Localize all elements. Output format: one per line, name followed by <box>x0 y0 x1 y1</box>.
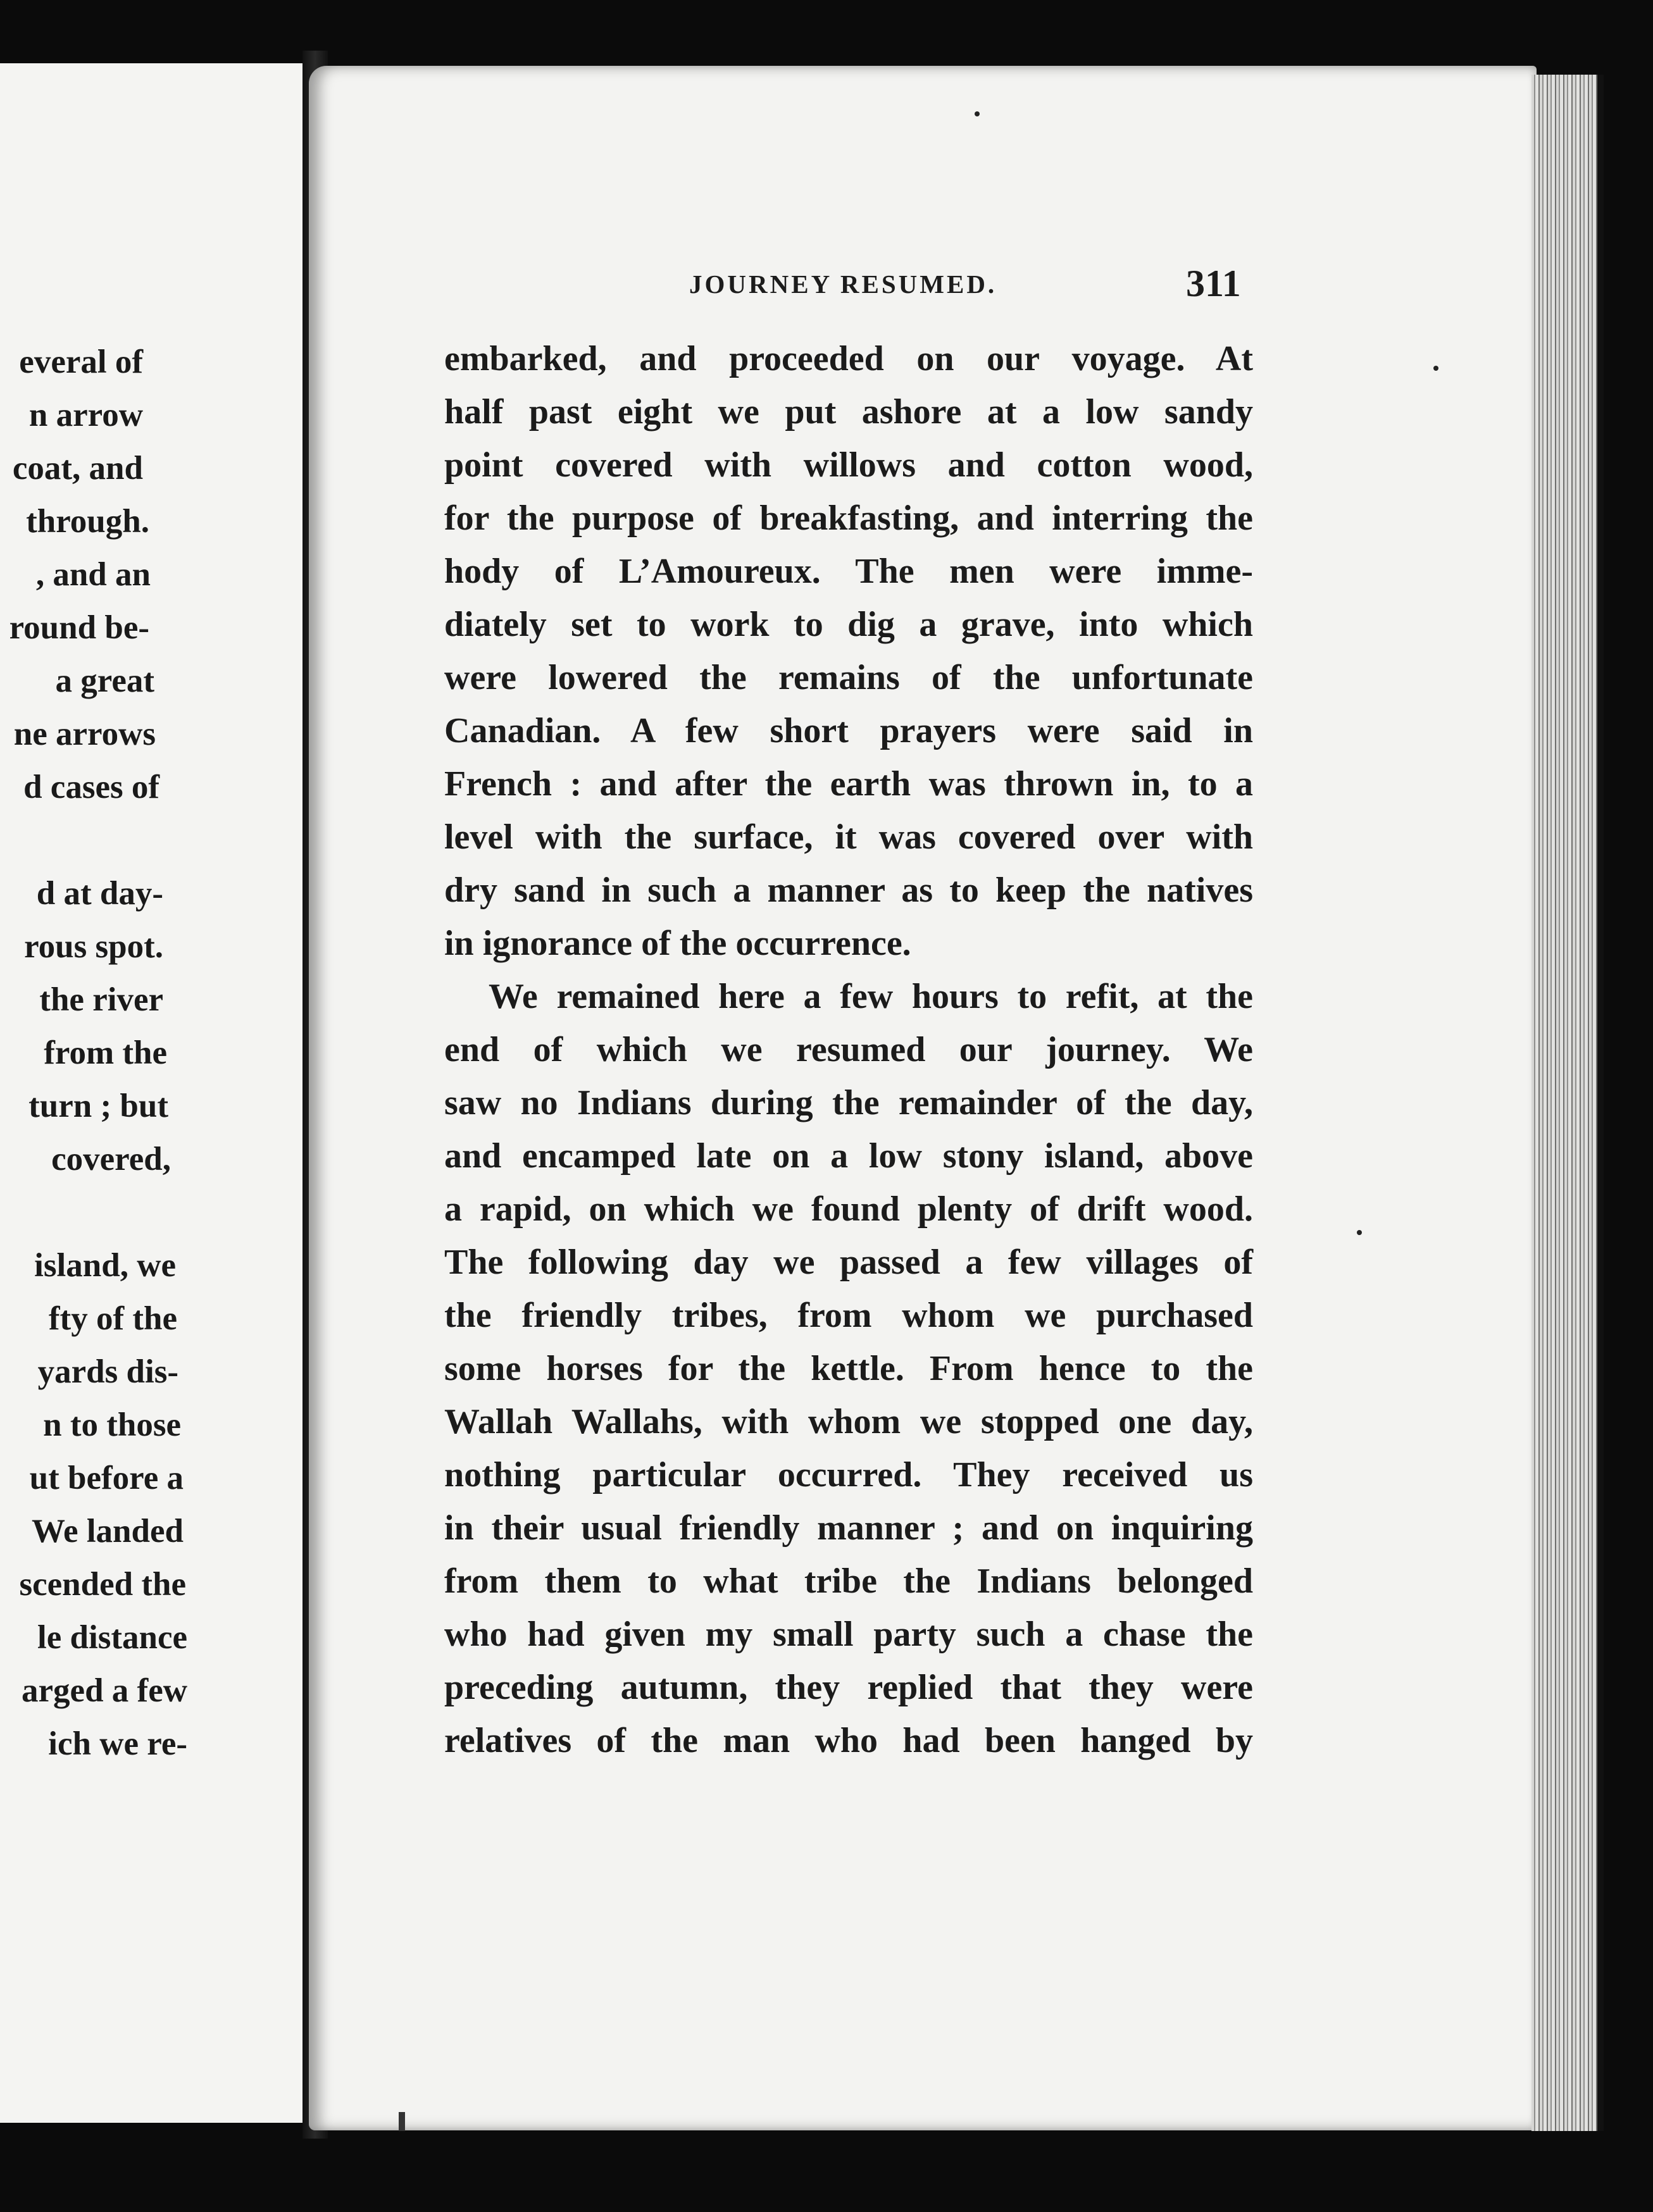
text-line: some horses for the kettle. From hence to the <box>444 1349 1253 1388</box>
text-line: a rapid, on which we found plenty of drift wood. <box>444 1190 1253 1229</box>
left-page-fragment: , and an <box>35 556 151 593</box>
text-line: Wallah Wallahs, with whom we stopped one day, <box>444 1402 1253 1441</box>
left-facing-page <box>0 63 303 2123</box>
text-line: from them to what tribe the Indians belonged <box>444 1562 1253 1601</box>
left-page-fragment: everal of <box>19 344 143 380</box>
text-line: point covered with willows and cotton wood, <box>444 445 1253 485</box>
left-page-fragment: d cases of <box>23 769 159 805</box>
left-page-fragment: island, we <box>34 1247 176 1284</box>
left-page-fragment: n to those <box>43 1407 181 1443</box>
left-page-fragment: ut before a <box>29 1460 184 1496</box>
left-page-fragment: arged a few <box>22 1672 187 1709</box>
left-page-fragment: round be- <box>9 609 149 646</box>
left-page-fragment: from the <box>44 1035 167 1071</box>
text-line: hody of L’Amoureux. The men were imme- <box>444 552 1253 591</box>
left-page-fragment: We landed <box>31 1513 184 1550</box>
text-line: The following day we passed a few villages of <box>444 1243 1253 1282</box>
text-line: for the purpose of breakfasting, and interring the <box>444 499 1253 538</box>
left-page-fragment: d at day- <box>36 875 163 912</box>
text-line: nothing particular occurred. They received us <box>444 1455 1253 1494</box>
text-line: dry sand in such a manner as to keep the natives <box>444 871 1253 910</box>
left-page-fragment: n arrow <box>28 397 143 433</box>
page-edges <box>1531 75 1604 2131</box>
text-line: and encamped late on a low stony island, above <box>444 1136 1253 1176</box>
text-line: relatives of the man who had been hanged by <box>444 1721 1253 1760</box>
text-line: half past eight we put ashore at a low sandy <box>444 392 1253 432</box>
ink-speck <box>975 111 980 116</box>
text-line: the friendly tribes, from whom we purchased <box>444 1296 1253 1335</box>
text-line: embarked, and proceeded on our voyage. At <box>444 339 1253 378</box>
running-head <box>309 265 1256 303</box>
left-page-fragment: fty of the <box>48 1300 177 1337</box>
text-line: We remained here a few hours to refit, at the <box>489 977 1253 1016</box>
left-page-fragment: through. <box>26 503 149 540</box>
text-line: Canadian. A few short prayers were said in <box>444 711 1253 750</box>
text-line: level with the surface, it was covered over with <box>444 817 1253 857</box>
text-line: saw no Indians during the remainder of the day, <box>444 1083 1253 1122</box>
text-line: were lowered the remains of the unfortunate <box>444 658 1253 697</box>
left-page-fragment: yards dis- <box>37 1353 178 1390</box>
text-line: French : and after the earth was thrown in, to a <box>444 764 1253 804</box>
text-line: end of which we resumed our journey. We <box>444 1030 1253 1069</box>
page-number: 311 <box>1186 263 1241 304</box>
left-page-fragment: rous spot. <box>24 928 163 965</box>
text-line: preceding autumn, they replied that they were <box>444 1668 1253 1707</box>
ink-speck <box>1433 366 1438 371</box>
text-line: in ignorance of the occurrence. <box>444 924 911 963</box>
left-page-fragment: a great <box>55 662 154 699</box>
binding-mark <box>399 2112 405 2131</box>
left-page-fragment: coat, and <box>12 450 143 487</box>
running-head-title: JOURNEY RESUMED. <box>689 270 997 299</box>
left-page-fragment: ne arrows <box>13 716 156 752</box>
ink-speck <box>1357 1230 1362 1235</box>
right-page <box>309 66 1537 2130</box>
left-page-fragment: covered, <box>51 1141 171 1177</box>
text-line: diately set to work to dig a grave, into which <box>444 605 1253 644</box>
text-line: in their usual friendly manner ; and on inquiring <box>444 1508 1253 1548</box>
left-page-fragment: turn ; but <box>28 1088 168 1124</box>
text-line: who had given my small party such a chase the <box>444 1615 1253 1654</box>
left-page-fragment: scended the <box>19 1566 186 1603</box>
left-page-fragment: ich we re- <box>48 1725 187 1762</box>
left-page-fragment: le distance <box>37 1619 187 1656</box>
left-page-fragment: the river <box>39 981 163 1018</box>
